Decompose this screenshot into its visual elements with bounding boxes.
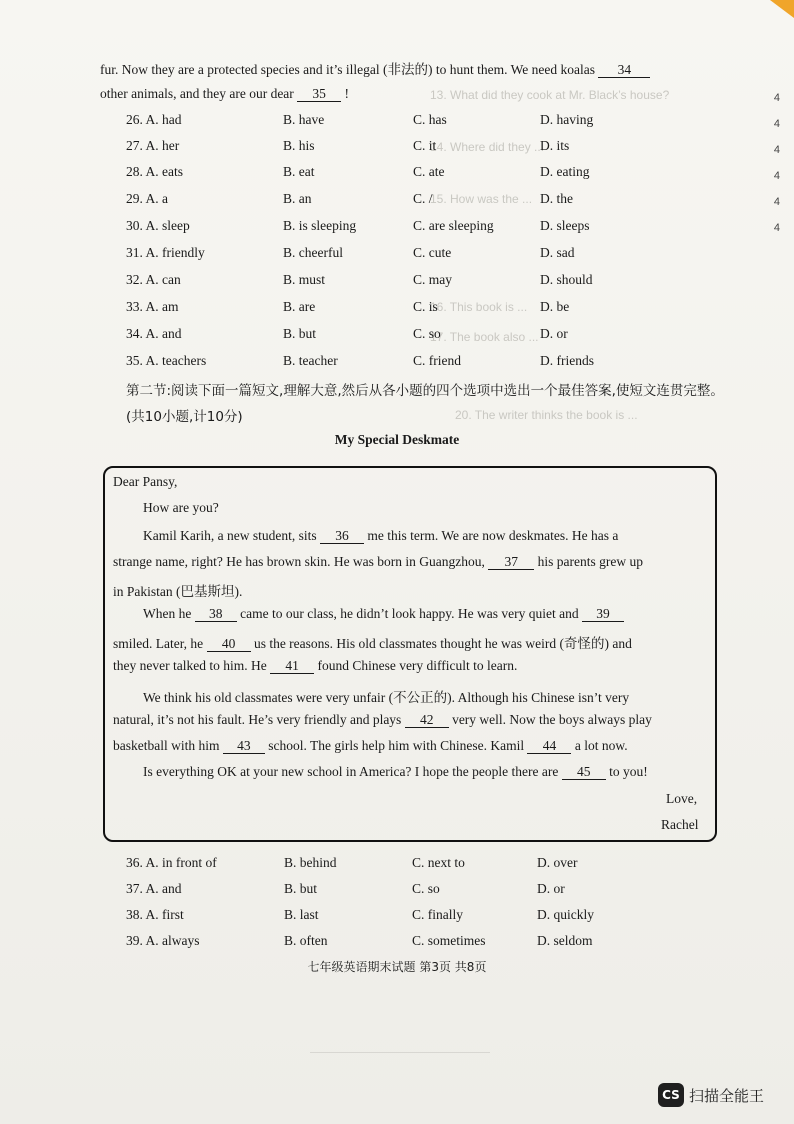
letter-text: they never talked to him. He [113,658,267,673]
option-d[interactable]: D. sad [540,245,575,260]
option-a[interactable]: 34. A. and [126,326,182,341]
option-a[interactable]: 32. A. can [126,272,181,287]
option-c[interactable]: C. so [413,326,441,341]
cloze1-text: fur. Now they are a protected species and it’s illegal (非法的) to hunt them. We need koalas [100,62,596,77]
question-row [126,353,646,371]
question-row [126,112,646,130]
option-a[interactable]: 35. A. teachers [126,353,207,368]
question-row [126,164,646,182]
question-row [126,191,646,209]
question-row [126,218,646,236]
cloze1-line1 [100,58,650,78]
bleed-through-text: 17. The book also ... [430,330,539,344]
edge-mark: 4 [773,118,780,130]
option-d[interactable]: D. friends [540,353,594,368]
letter-line [113,712,652,728]
option-a[interactable]: 27. A. her [126,138,180,153]
page-footer: 七年级英语期末试题 第3页 共8页 [307,960,487,974]
bleed-through-text: 13. What did they cook at Mr. Black’s house? [430,88,670,102]
option-b[interactable]: B. an [283,191,312,206]
option-c[interactable]: C. finally [412,907,463,922]
blank-44: 44 [527,739,571,754]
option-d[interactable]: D. be [540,299,570,314]
option-d[interactable]: D. or [540,326,568,341]
option-d[interactable]: D. seldom [537,933,593,948]
bleed-through-text: 14. Where did they ... [430,140,545,154]
letter-signature: Rachel [661,817,699,832]
option-b[interactable]: B. must [283,272,326,287]
option-d[interactable]: D. quickly [537,907,594,922]
option-b[interactable]: B. his [283,138,315,153]
camscanner-logo-icon: CS [658,1083,684,1107]
blank-45: 45 [562,765,606,780]
option-c[interactable]: C. is [413,299,438,314]
option-b[interactable]: B. last [284,907,319,922]
cloze1-text: other animals, and they are our dear [100,86,294,101]
option-c[interactable]: C. may [413,272,452,287]
page-corner-fold [764,0,794,18]
option-d[interactable]: D. or [537,881,565,896]
section2-instruction: 第二节:阅读下面一篇短文,理解大意,然后从各小题的四个选项中选出一个最佳答案,使短文连贯完整。(共10小题,计10分) [126,383,724,425]
option-a[interactable]: 26. A. had [126,112,182,127]
letter-text: Kamil Karih, a new student, sits [143,528,317,543]
question-row [126,272,646,290]
letter-text: smiled. Later, he [113,636,204,651]
edge-mark: 4 [773,196,780,208]
blank-42: 42 [405,713,449,728]
cloze1-text: ! [344,86,350,101]
divider [310,1052,490,1053]
letter-line [113,658,517,674]
letter-text: his parents grew up [537,554,644,569]
option-c[interactable]: C. next to [412,855,465,870]
letter-line [143,764,648,780]
option-d[interactable]: D. its [540,138,570,153]
letter-text: natural, it’s not his fault. He’s very friendly and plays [113,712,402,727]
letter-text: me this term. We are now deskmates. He has a [367,528,619,543]
passage-title: My Special Deskmate [334,432,460,447]
option-b[interactable]: B. are [283,299,316,314]
option-a[interactable]: 33. A. am [126,299,179,314]
letter-text: a lot now. [574,738,628,753]
question-row [126,855,646,873]
option-d[interactable]: D. sleeps [540,218,590,233]
edge-mark: 4 [773,222,780,234]
option-a[interactable]: 30. A. sleep [126,218,190,233]
option-c[interactable]: C. so [412,881,440,896]
letter-line [113,554,643,570]
blank-36: 36 [320,529,364,544]
blank-34: 34 [598,63,650,78]
option-b[interactable]: B. is sleeping [283,218,357,233]
option-a[interactable]: 36. A. in front of [126,855,217,870]
option-a[interactable]: 39. A. always [126,933,200,948]
option-b[interactable]: B. cheerful [283,245,343,260]
option-c[interactable]: C. ate [413,164,445,179]
letter-text: us the reasons. His old classmates thought he was weird (奇怪的) and [253,636,632,651]
option-c[interactable]: C. sometimes [412,933,486,948]
blank-41: 41 [270,659,314,674]
option-c[interactable]: C. are sleeping [413,218,494,233]
blank-38: 38 [195,607,237,622]
question-row [126,907,646,925]
letter-text: found Chinese very difficult to learn. [317,658,518,673]
letter-line: We think his old classmates were very unfair (不公正的). Although his Chinese isn’t very [143,690,630,705]
option-c[interactable]: C. it [413,138,437,153]
option-b[interactable]: B. have [283,112,325,127]
letter-text: to you! [609,764,648,779]
edge-mark: 4 [773,144,780,156]
letter-text: basketball with him [113,738,220,753]
option-b[interactable]: B. but [284,881,318,896]
letter-greeting: Dear Pansy, [113,474,178,489]
option-c[interactable]: C. / [413,191,433,206]
letter-text: school. The girls help him with Chinese. Kamil [268,738,525,753]
question-row [126,245,646,263]
option-b[interactable]: B. eat [283,164,315,179]
blank-37: 37 [488,555,534,570]
letter-box [103,466,717,842]
cloze1-line2 [100,86,349,102]
edge-mark: 4 [773,92,780,104]
letter-text: came to our class, he didn’t look happy. He was very quiet and [240,606,579,621]
bleed-through-text: 16. This book is ... [430,300,528,314]
option-b[interactable]: B. but [283,326,317,341]
blank-35: 35 [297,87,341,102]
blank-39: 39 [582,607,624,622]
letter-text: very well. Now the boys always play [452,712,652,727]
question-row [126,299,646,317]
letter-text: When he [143,606,192,621]
letter-closing: Love, [666,791,698,806]
blank-43: 43 [223,739,265,754]
option-d[interactable]: D. should [540,272,593,287]
option-d[interactable]: D. having [540,112,594,127]
option-b[interactable]: B. often [284,933,328,948]
option-d[interactable]: D. the [540,191,573,206]
option-b[interactable]: B. teacher [283,353,338,368]
letter-line [143,528,618,544]
option-a[interactable]: 38. A. first [126,907,184,922]
option-c[interactable]: C. has [413,112,447,127]
bleed-through-text: 15. How was the ... [430,192,533,206]
option-c[interactable]: C. cute [413,245,452,260]
letter-line: in Pakistan (巴基斯坦). [113,584,243,599]
option-a[interactable]: 37. A. and [126,881,182,896]
option-d[interactable]: D. over [537,855,578,870]
blank-40: 40 [207,637,251,652]
letter-text: strange name, right? He has brown skin. He was born in Guangzhou, [113,554,485,569]
option-d[interactable]: D. eating [540,164,590,179]
letter-line [113,632,632,652]
letter-text: Is everything OK at your new school in America? I hope the people there are [143,764,559,779]
letter-line: How are you? [143,500,219,515]
option-a[interactable]: 31. A. friendly [126,245,205,260]
letter-line [113,738,628,754]
letter-line [143,606,624,622]
option-b[interactable]: B. behind [284,855,337,870]
question-row [126,881,646,899]
option-a[interactable]: 29. A. a [126,191,168,206]
question-row [126,933,646,951]
edge-mark: 4 [773,170,780,182]
bleed-through-text: 20. The writer thinks the book is ... [455,408,638,422]
question-row [126,138,646,156]
option-a[interactable]: 28. A. eats [126,164,183,179]
option-c[interactable]: C. friend [413,353,461,368]
question-row [126,326,646,344]
camscanner-watermark: 扫描全能王 [689,1087,765,1105]
